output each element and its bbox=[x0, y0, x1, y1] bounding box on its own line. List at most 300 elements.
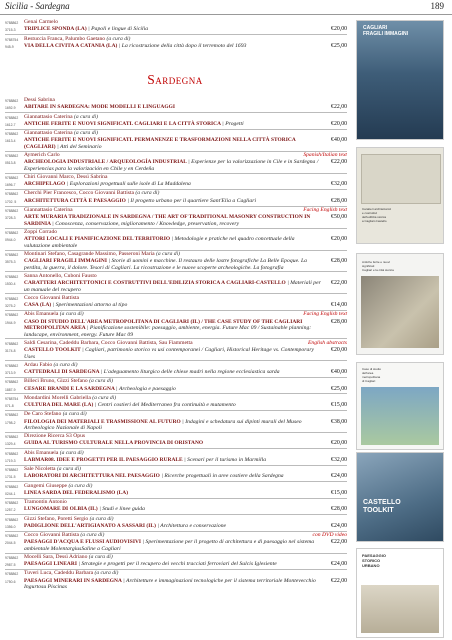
book-title-row bbox=[5, 280, 347, 293]
isbn-code: 1944-9 bbox=[5, 320, 16, 325]
edition-note: con DVD video bbox=[312, 532, 347, 539]
book-title-row bbox=[5, 561, 347, 568]
book-title bbox=[24, 181, 347, 188]
book-title-text[interactable]: ARCHIPELAGO bbox=[24, 181, 66, 188]
book-title-text[interactable]: PADIGLIONE DELL'ARTIGIANATO A SASSARI (IL) bbox=[24, 522, 156, 529]
author-row bbox=[5, 36, 347, 43]
author-row bbox=[5, 570, 347, 577]
catalog-entry bbox=[5, 340, 347, 347]
isbn-code: 9788862 bbox=[5, 99, 19, 103]
book-title-text[interactable]: LINEA SARDA DEL FEDERALISMO (LA) bbox=[24, 489, 129, 496]
author-text: Ardau Fabio bbox=[24, 361, 53, 368]
catalog-entry bbox=[5, 181, 347, 188]
isbn-code: 0244-1 bbox=[5, 491, 16, 496]
cover-text-line: e costruttivi bbox=[362, 211, 378, 215]
book-title-text[interactable]: CASTELLO TOOLKIT bbox=[24, 347, 81, 354]
price: €25,00 bbox=[331, 42, 347, 49]
editor-role: (a cura di) bbox=[89, 378, 114, 385]
book-title bbox=[24, 440, 347, 447]
catalog-entry bbox=[5, 523, 347, 530]
price: €20,00 bbox=[331, 236, 347, 243]
book-title bbox=[24, 137, 347, 150]
book-title-text[interactable]: CAGLIARI FRAGILI IMMAGINI bbox=[24, 258, 108, 265]
price: €28,00 bbox=[331, 506, 347, 513]
catalog-entry bbox=[5, 319, 347, 338]
catalog-entry bbox=[5, 570, 347, 577]
book-title-row bbox=[5, 490, 347, 497]
book-cover-caratteri-architettonici[interactable] bbox=[356, 147, 444, 244]
book-title bbox=[24, 386, 347, 393]
book-title-row bbox=[5, 159, 347, 172]
author-text: Sale Nicoletta bbox=[24, 466, 56, 473]
author-row bbox=[5, 450, 347, 457]
isbn-code: 9788862 bbox=[5, 468, 19, 473]
isbn-code: 1692-9 bbox=[5, 106, 16, 111]
author-name bbox=[24, 340, 347, 347]
book-subtitle: | Esperienze per la valorizzazione in Cile e in Sardegna / Experiencias para la valorización en Chile y en Cerdeña bbox=[24, 159, 319, 172]
isbn-code: 9788862 bbox=[5, 115, 19, 120]
catalog-entry bbox=[5, 561, 347, 568]
book-title-text[interactable]: CASA (LA) bbox=[24, 302, 52, 309]
isbn-code: 1887-9 bbox=[5, 387, 16, 392]
isbn-code: 2044-5 bbox=[5, 541, 16, 546]
book-title-text[interactable]: LUNGOMARE DI OLBIA (IL) bbox=[24, 506, 98, 513]
book-title-text[interactable]: FILOLOGIA DEI MATERIALI E TRASMISSIONE AL FUTURO bbox=[24, 418, 181, 425]
isbn-code: 1696-7 bbox=[5, 183, 16, 188]
author-row bbox=[5, 395, 347, 402]
catalog-entry bbox=[5, 483, 347, 490]
book-subtitle: | Archeologia e paesaggio bbox=[116, 385, 176, 392]
catalog-entry bbox=[5, 311, 347, 318]
book-subtitle: | Metodologie e pratiche nel quadro concettuale della valutazione ambientale bbox=[24, 236, 295, 249]
book-title-text[interactable]: CASO DI STUDIO DELL'AREA METROPOLITANA DI CAGLIARI (IL) / THE CASE STUDY OF THE CAGLIARI METROPOLITAN AREA bbox=[24, 318, 303, 332]
isbn-code: 9788862 bbox=[5, 230, 19, 235]
editor-role: (a cura di) bbox=[74, 130, 98, 136]
book-title-row bbox=[5, 539, 347, 552]
book-cover-antiche-ferite[interactable] bbox=[356, 253, 444, 355]
author-row bbox=[5, 114, 347, 121]
price: €24,00 bbox=[331, 473, 347, 480]
isbn-code: 9788862 bbox=[5, 363, 19, 368]
book-title-row bbox=[5, 473, 347, 480]
book-title-text[interactable]: ANTICHE FERITE E NUOVI SIGNIFICATI. PERMANENZE E TRASFORMAZIONI NELLA CITTÀ STORICA (CAGLIARI) bbox=[24, 137, 296, 150]
isbn-code: 9788862 bbox=[5, 435, 19, 440]
catalog-entry bbox=[5, 490, 347, 497]
catalog-entry bbox=[5, 369, 347, 376]
author-name bbox=[24, 411, 347, 418]
author-name bbox=[24, 483, 347, 490]
isbn-code: 9788862 bbox=[5, 517, 19, 522]
author-row bbox=[5, 532, 347, 539]
isbn-code: 1257-2 bbox=[5, 508, 16, 513]
book-subtitle: | Scenari per il turismo in Marmilla bbox=[184, 456, 267, 463]
price: €28,00 bbox=[331, 197, 347, 204]
price: €22,00 bbox=[331, 159, 347, 166]
catalog-entry bbox=[5, 378, 347, 385]
book-subtitle: | Progetti bbox=[222, 120, 244, 127]
book-subtitle: | Strategie e progetti per il recupero dei vecchi tracciati ferroviari del Sulcis Iglesiente bbox=[78, 561, 277, 568]
isbn-code: 1613-4 bbox=[5, 139, 16, 144]
price: €22,00 bbox=[331, 280, 347, 287]
author-row bbox=[5, 273, 347, 280]
book-title-row bbox=[5, 236, 347, 249]
catalog-entry bbox=[5, 104, 347, 111]
price: €20,00 bbox=[331, 120, 347, 127]
cover-photo bbox=[361, 585, 439, 633]
author-name bbox=[24, 273, 347, 280]
isbn-code: 9788862 bbox=[5, 413, 19, 418]
editor-role: (a cura di) bbox=[92, 394, 117, 401]
isbn-code: 1731-5 bbox=[5, 475, 16, 480]
author-row bbox=[5, 433, 347, 440]
isbn-code: 9788862 bbox=[5, 534, 19, 539]
book-title-row bbox=[5, 26, 347, 33]
author-name bbox=[24, 97, 347, 104]
author-name bbox=[24, 433, 347, 440]
catalog-entry bbox=[5, 433, 347, 440]
author-name bbox=[24, 362, 347, 369]
book-title bbox=[24, 473, 347, 480]
book-subtitle: | Architettura e conservazione bbox=[157, 522, 227, 529]
author-name bbox=[24, 466, 347, 473]
editor-role: (a cura di) bbox=[80, 532, 105, 539]
isbn-code: 9788862 bbox=[5, 501, 19, 506]
author-name bbox=[24, 532, 347, 539]
price: €32,00 bbox=[331, 456, 347, 463]
cover-title-line: PAESAGGIO bbox=[362, 553, 386, 558]
book-title-row bbox=[5, 319, 347, 338]
author-text: Aymerich Carlo bbox=[24, 151, 60, 158]
catalog-entry bbox=[5, 229, 347, 236]
book-title bbox=[24, 369, 347, 376]
cover-text-line: a Cagliari-Castello bbox=[362, 219, 387, 223]
isbn-code: 2987-5 bbox=[5, 563, 16, 568]
book-title-row bbox=[5, 43, 347, 50]
author-text: Restuccia Franca, Palumbo Gaetano bbox=[24, 35, 106, 42]
book-title-row bbox=[5, 440, 347, 447]
price: €15,00 bbox=[331, 402, 347, 409]
book-subtitle: | Centri costieri del Mediterraneo fra continuità e mutamento bbox=[94, 402, 236, 409]
editor-role: (a cura di) bbox=[62, 411, 87, 418]
cover-title-line: TOOLKIT bbox=[363, 507, 394, 514]
price: €22,00 bbox=[331, 577, 347, 584]
catalog-entry bbox=[5, 532, 347, 539]
book-title-text[interactable]: ATTORI LOCALI E PIANIFICAZIONE DEL TERRITORIO bbox=[24, 236, 171, 243]
book-title-text[interactable]: ARTE MURARIA TRADIZIONALE IN SARDEGNA / THE ART OF TRADITIONAL MASONRY CONSTRUCTION IN SARDINIA bbox=[24, 214, 311, 227]
cover-text-line: significati bbox=[362, 264, 375, 268]
author-name bbox=[24, 36, 347, 43]
author-name bbox=[24, 114, 347, 121]
book-title-text[interactable]: CESARE BRANDI E LA SARDEGNA bbox=[24, 385, 115, 392]
isbn-code: 9788862 bbox=[5, 153, 19, 158]
author-name bbox=[24, 207, 347, 214]
book-title-row bbox=[5, 369, 347, 376]
catalog-entry bbox=[5, 516, 347, 523]
cover-text-line: Caratteri architettonici bbox=[362, 207, 392, 211]
catalog-entry bbox=[5, 440, 347, 447]
book-cover-castello-toolkit[interactable] bbox=[356, 452, 444, 542]
catalog-entry bbox=[5, 302, 347, 309]
isbn-code: 9788862 bbox=[5, 572, 19, 577]
book-title bbox=[24, 419, 347, 432]
author-row bbox=[5, 207, 347, 214]
catalog-entry bbox=[5, 347, 347, 360]
author-text: Abis Emanuela bbox=[24, 311, 59, 318]
author-name bbox=[24, 395, 347, 402]
book-title bbox=[24, 490, 347, 497]
book-subtitle: | Pianificazione sostenibile: paesaggio, ambiente, energia. Future Mac 09 / Sustainable planning: landscape, environment, energy. Future Mac 09 bbox=[24, 325, 312, 338]
book-title-text[interactable]: TRIPLICE SPONDA (LA) bbox=[24, 26, 87, 33]
author-row bbox=[5, 378, 347, 385]
book-title-text[interactable]: LABMAR08. IDEE E PROGETTI PER IL PAESAGGIO RURALE bbox=[24, 456, 183, 463]
book-subtitle: | Atti del Seminario bbox=[57, 143, 102, 150]
author-name bbox=[24, 174, 347, 181]
catalog-entry bbox=[5, 539, 347, 552]
book-title bbox=[24, 539, 347, 552]
isbn-code: 0513-8 bbox=[5, 161, 16, 166]
book-title bbox=[24, 258, 347, 271]
isbn-code: 3715-3 bbox=[5, 28, 16, 33]
price: €24,00 bbox=[331, 522, 347, 529]
cover-title-line: CASTELLO bbox=[363, 499, 401, 506]
author-text: Tramontin Antonio bbox=[24, 499, 67, 506]
isbn-code: 9788862 bbox=[5, 296, 19, 301]
author-text: Zoppi Corrado bbox=[24, 228, 58, 235]
author-text: Chiri Giovanni Marco, Dessì Sabrina bbox=[24, 173, 108, 180]
catalog-entry bbox=[5, 402, 347, 409]
catalog-entry bbox=[5, 280, 347, 293]
book-subtitle: | Ricerche progettuali in aree costiere della Sardegna bbox=[161, 473, 284, 480]
author-text: Abis Emanuela bbox=[24, 449, 59, 456]
book-title-row bbox=[5, 347, 347, 360]
book-title bbox=[24, 402, 347, 409]
book-subtitle: | Storie di uomini e macchine. Il restauro delle lastre fotografiche La Belle Epoque. La perdita, la guerra, il dolore. Tesori di Cagliari. La ricostruzione e le nuove scoperte archeologiche. La fotografia bbox=[24, 258, 308, 271]
book-title bbox=[24, 43, 347, 50]
editor-role: (a cura di) bbox=[106, 35, 131, 42]
price: €40,00 bbox=[331, 137, 347, 144]
author-text: Montinari Stefano, Casagrande Massimo, Passeroni Maria bbox=[24, 250, 155, 257]
book-title-text[interactable]: ARCHITETTURA CITTÀ E PAESAGGIO bbox=[24, 197, 126, 204]
isbn-code: 1702. 5 bbox=[5, 199, 17, 204]
book-title-row bbox=[5, 419, 347, 432]
catalog-entry bbox=[5, 506, 347, 513]
book-cover-caso-di-studio[interactable] bbox=[356, 362, 444, 450]
price: €14,00 bbox=[331, 302, 347, 309]
book-title-text[interactable]: ANTICHE FERITE E NUOVI SIGNIFICATI. CAGLIARI E LA CITTÀ STORICA bbox=[24, 120, 221, 127]
running-title: Sicilia - Sardegna bbox=[5, 1, 70, 11]
price: €20,00 bbox=[331, 347, 347, 354]
book-title-row bbox=[5, 402, 347, 409]
catalog-entry bbox=[5, 457, 347, 464]
cover-title-line: URBANO bbox=[362, 563, 380, 568]
page-header bbox=[0, 0, 452, 15]
page-number: 189 bbox=[430, 1, 444, 11]
book-subtitle: | Sperimentazione per il progetto di architettura e di paesaggio nel sistema ambientale MolentargiusSaline a Cagliari bbox=[24, 539, 315, 552]
author-text: Billeci Bruno, Gizzi Stefano bbox=[24, 378, 88, 385]
author-text: Gizzi Stefano, Poretti Sergio bbox=[24, 515, 89, 522]
cover-title-line: STORICO bbox=[362, 558, 381, 563]
price: €28,00 bbox=[331, 318, 347, 325]
book-title-row bbox=[5, 214, 347, 227]
book-title-text[interactable]: VIA DELLA CIVITA A CATANIA (LA) bbox=[24, 42, 118, 49]
book-subtitle: | Studi e linee guida bbox=[99, 506, 145, 513]
catalog-entry bbox=[5, 258, 347, 271]
book-title bbox=[24, 302, 347, 309]
catalog-entry bbox=[5, 207, 347, 214]
price: €40,00 bbox=[331, 369, 347, 376]
book-title-row bbox=[5, 137, 347, 150]
author-text: Mocelli Sara, Dessì Adriano bbox=[24, 553, 88, 560]
catalog-entry bbox=[5, 43, 347, 50]
cover-text-line: dell'edilizia storica bbox=[362, 215, 387, 219]
book-title bbox=[24, 159, 347, 172]
book-title bbox=[24, 104, 347, 111]
isbn-code: 3575-3 bbox=[5, 260, 16, 265]
author-text: Sanna Antonello, Cuboni Fausto bbox=[24, 272, 97, 279]
cover-photo bbox=[361, 387, 439, 445]
book-title-row bbox=[5, 578, 347, 591]
price: €20,00 bbox=[331, 440, 347, 447]
isbn-code: 9788862 bbox=[5, 175, 19, 180]
editor-role: (a cura di) bbox=[135, 190, 160, 197]
price: €32,00 bbox=[331, 181, 347, 188]
author-text: De Caro Stefano bbox=[24, 411, 62, 418]
author-name bbox=[24, 378, 347, 385]
cover-photo bbox=[361, 276, 439, 348]
isbn-code: 1530-4 bbox=[5, 282, 16, 287]
isbn-code: 9788862 bbox=[5, 252, 19, 257]
catalog-entry bbox=[5, 395, 347, 402]
edition-note: English abstracts bbox=[307, 339, 347, 346]
cover-drawing bbox=[361, 154, 441, 204]
book-subtitle: | Architetture e immaginazioni tecnologiche per il sistema territoriale Montevecchio Ingurtosu Piscinas bbox=[24, 577, 316, 591]
catalog-entry bbox=[5, 273, 347, 280]
isbn-code: 0944-0 bbox=[5, 238, 16, 243]
author-name bbox=[24, 450, 347, 457]
book-subtitle: | Indagini e schedatura sui dipinti murali del Museo Archeologico Nazionale di Napoli bbox=[24, 418, 302, 431]
author-name bbox=[24, 311, 347, 318]
book-title-text[interactable]: CARATTERI ARCHITETTONICI E COSTRUTTIVI DELL'EDILIZIA STORICA A CAGLIARI-CASTELLO bbox=[24, 280, 286, 287]
catalog-entry bbox=[5, 236, 347, 249]
price: €22,00 bbox=[331, 104, 347, 111]
book-cover-cagliari-fragili-immagini[interactable] bbox=[356, 20, 444, 140]
book-title-row bbox=[5, 104, 347, 111]
isbn-code: 071-8 bbox=[5, 404, 14, 409]
editor-role: (a cura di) bbox=[59, 449, 84, 456]
book-title-text[interactable]: ARCHEOLOGIA INDUSTRIALE / ARQUEOLOGÍA INDUSTRIAL bbox=[24, 159, 187, 166]
book-title-text[interactable]: ABITARE IN SARDEGNA: MODE MODELLI E LINGUAGGI bbox=[24, 104, 176, 111]
book-title-text[interactable]: PAESAGGI D'ACQUA E FLUSSI AUDIOVISIVI bbox=[24, 539, 142, 546]
editor-role: (a cura di) bbox=[88, 553, 113, 560]
book-title-text[interactable]: LABORATORI DI ARCHITETTURA NEL PAESAGGIO bbox=[24, 473, 160, 480]
book-title bbox=[24, 319, 347, 338]
editor-role: (a cura di) bbox=[53, 361, 78, 368]
section-title: Sardegna bbox=[147, 72, 203, 87]
isbn-code: 1798-2 bbox=[5, 420, 16, 425]
author-row bbox=[5, 340, 347, 347]
book-title-text[interactable]: PAESAGGI MINERARI IN SARDEGNA bbox=[24, 577, 122, 584]
book-title-text[interactable]: CATTEDRALI DI SARDEGNA bbox=[24, 369, 100, 376]
book-title bbox=[24, 578, 347, 591]
catalog-entry bbox=[5, 214, 347, 227]
book-title bbox=[24, 280, 347, 293]
edition-note: Facing English text bbox=[303, 311, 347, 318]
book-title-row bbox=[5, 302, 347, 309]
isbn-code: 1719-3 bbox=[5, 458, 16, 463]
author-name bbox=[24, 190, 347, 197]
catalog-list-top bbox=[5, 19, 347, 50]
book-title bbox=[24, 121, 347, 128]
book-title-row bbox=[5, 506, 347, 513]
isbn-code: 9788862 bbox=[5, 274, 19, 279]
price: €50,00 bbox=[331, 214, 347, 221]
isbn-code: 9788862 bbox=[5, 192, 19, 197]
isbn-code: 945-9 bbox=[5, 44, 14, 49]
book-title bbox=[24, 347, 347, 360]
price: €38,00 bbox=[331, 418, 347, 425]
price: €15,00 bbox=[331, 489, 347, 496]
author-row bbox=[5, 411, 347, 418]
book-title-text[interactable]: CULTURA DEL MARE (LA) bbox=[24, 402, 94, 409]
cover-title-line: FRAGILI IMMAGINI bbox=[363, 31, 408, 37]
cover-title-line: CAGLIARI bbox=[363, 25, 388, 31]
book-cover-paesaggio-storico-urbano[interactable] bbox=[356, 548, 444, 638]
editor-role: (a cura di) bbox=[56, 466, 81, 473]
isbn-code: 9788754 bbox=[5, 37, 19, 42]
catalog-entry bbox=[5, 473, 347, 480]
editor-role: (a cura di) bbox=[59, 311, 84, 318]
catalog-entry bbox=[5, 174, 347, 181]
editor-role: (a cura di) bbox=[74, 113, 98, 120]
author-row bbox=[5, 174, 347, 181]
book-subtitle: | Cagliari, patrimonio storico vs usi contemporanei / Cagliari, Historical Heritage vs. Contemporary Uses bbox=[24, 347, 315, 360]
book-title-text[interactable]: PAESAGGI LINEARI bbox=[24, 561, 77, 568]
book-title bbox=[24, 198, 347, 205]
book-title-row bbox=[5, 181, 347, 188]
author-row bbox=[5, 483, 347, 490]
isbn-code: 9788862 bbox=[5, 313, 19, 318]
catalog-entry bbox=[5, 419, 347, 432]
isbn-code: 1329-4 bbox=[5, 442, 16, 447]
book-title bbox=[24, 523, 347, 530]
author-row bbox=[5, 362, 347, 369]
catalog-entry bbox=[5, 97, 347, 104]
edition-note: Facing English text bbox=[303, 206, 347, 213]
book-subtitle: | L'adeguamento liturgico delle chiese madri nella regione ecclesiastica sarda bbox=[100, 369, 280, 376]
cover-text-line: dell'area bbox=[362, 371, 374, 375]
catalog-entry bbox=[5, 411, 347, 418]
editor-role: (a cura di) bbox=[156, 250, 180, 257]
isbn-code: 3174-8 bbox=[5, 349, 16, 354]
book-title bbox=[24, 236, 347, 249]
isbn-code: 3728-3 bbox=[5, 216, 16, 221]
author-text: Genai Carmelo bbox=[24, 19, 59, 25]
book-subtitle: | La ricostruzione della città dopo il terremoto del 1693 bbox=[118, 42, 247, 49]
book-title-row bbox=[5, 386, 347, 393]
cover-photo bbox=[357, 453, 443, 541]
book-subtitle: | Sperimentazioni attorno al tipo bbox=[52, 302, 128, 309]
catalog-entry bbox=[5, 114, 347, 121]
book-title-row bbox=[5, 121, 347, 128]
book-title-row bbox=[5, 198, 347, 205]
author-row bbox=[5, 190, 347, 197]
author-row bbox=[5, 311, 347, 318]
author-row bbox=[5, 229, 347, 236]
book-title-text[interactable]: GUIDA AL TURISMO CULTURALE NELLA PROVINCIA DI ORISTANO bbox=[24, 440, 204, 447]
book-subtitle: | Il progetto urbano per il quartiere Sant'Elia a Cagliari bbox=[127, 197, 257, 204]
author-name bbox=[24, 570, 347, 577]
cover-text-line: Antiche ferite e nuovi bbox=[362, 260, 391, 264]
